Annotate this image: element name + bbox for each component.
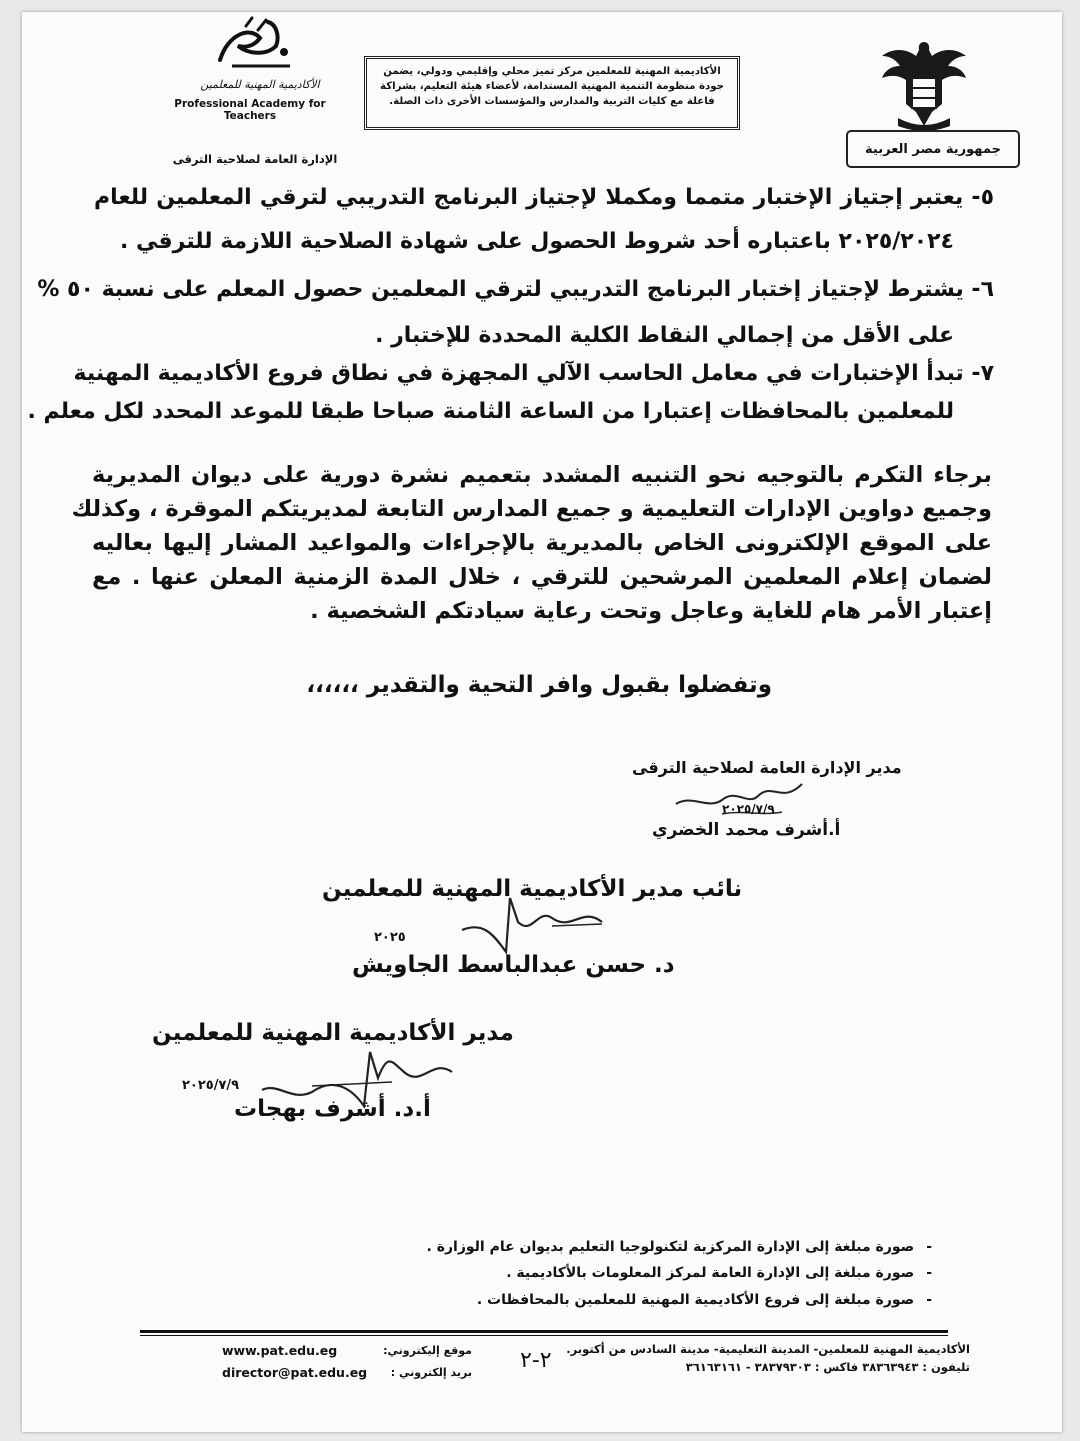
footer-rule xyxy=(140,1330,948,1333)
footer-rule-thin xyxy=(140,1335,948,1336)
cc-item-text: صورة مبلغة إلى فروع الأكاديمية المهنية للمعلمين بالمحافظات . xyxy=(476,1292,915,1308)
academy-logo-arabic: الأكاديمية المهنية للمعلمين xyxy=(200,78,320,91)
cc-item: -صورة مبلغة إلى الإدارة المركزية لتكنولوجيا التعليم بديوان عام الوزارة . xyxy=(426,1239,932,1255)
signature-1-name: أ.أشرف محمد الخضري xyxy=(652,820,841,840)
signature-3-name: أ.د. أشرف بهجات xyxy=(234,1096,431,1122)
website-link[interactable]: www.pat.edu.eg xyxy=(222,1343,338,1358)
paragraph-line: على الموقع الإلكترونى الخاص بالمديرية بالإجراءات والمواعيد المشار إليها بعاليه xyxy=(92,530,992,556)
country-label: جمهورية مصر العربية xyxy=(846,130,1020,168)
cc-item-text: صورة مبلغة إلى الإدارة العامة لمركز المعلومات بالأكاديمية . xyxy=(506,1265,915,1281)
item-7-line-1: ٧- تبدأ الإختبارات في معامل الحاسب الآلي المجهزة في نطاق فروع الأكاديمية المهنية xyxy=(73,361,994,386)
page-number: ٢-٢ xyxy=(520,1348,552,1373)
signature-1-scribble xyxy=(662,774,812,824)
item-5-line-2: ٢٠٢٥/٢٠٢٤ باعتباره أحد شروط الحصول على شهادة الصلاحية اللازمة للترقي . xyxy=(119,229,954,254)
list-item xyxy=(94,316,994,356)
signature-1-title: مدير الإدارة العامة لصلاحية الترقى xyxy=(632,758,902,777)
cc-item: -صورة مبلغة إلى الإدارة العامة لمركز المعلومات بالأكاديمية . xyxy=(506,1265,932,1281)
paragraph-line: لضمان إعلام المعلمين المرشحين للترقي ، خلال المدة الزمنية المعلن عنها . مع xyxy=(92,564,992,590)
signature-3-date: ٢٠٢٥/٧/٩ xyxy=(182,1078,240,1093)
academy-logo-mark xyxy=(158,16,342,78)
footer-address-line: الأكاديمية المهنية للمعلمين- المدينة التعليمية- مدينة السادس من أكتوبر. xyxy=(566,1342,970,1356)
egypt-eagle-emblem xyxy=(876,34,972,134)
email-link[interactable]: director@pat.edu.eg xyxy=(222,1365,368,1380)
list-item xyxy=(73,354,994,394)
signature-2-date: ٢٠٢٥ xyxy=(374,930,406,945)
footer-contacts xyxy=(222,1340,472,1384)
list-item xyxy=(37,270,994,310)
list-item xyxy=(27,392,994,432)
list-item xyxy=(94,178,994,218)
cc-item: -صورة مبلغة إلى فروع الأكاديمية المهنية للمعلمين بالمحافظات . xyxy=(476,1292,932,1308)
department-name: الإدارة العامة لصلاحية الترقى xyxy=(172,152,338,166)
email-label: بريد إلكتروني : xyxy=(390,1366,472,1379)
item-5-line-1: ٥- يعتبر إجتياز الإختبار متمما ومكملا لإجتياز البرنامج التدريبي لترقي المعلمين للعام xyxy=(94,185,994,210)
item-6-line-2: على الأقل من إجمالي النقاط الكلية المحددة للإختبار . xyxy=(375,323,954,348)
paragraph-line: إعتبار الأمر هام للغاية وعاجل وتحت رعاية سيادتكم الشخصية . xyxy=(310,598,992,624)
item-7-line-2: للمعلمين بالمحافظات إعتبارا من الساعة الثامنة صباحا طبقا للموعد المحدد لكل معلم . xyxy=(27,399,954,424)
request-paragraph xyxy=(71,458,992,628)
closing-salutation: وتفضلوا بقبول وافر التحية والتقدير ،،،،،، xyxy=(306,672,772,698)
footer-phones: تليفون : ٣٨٣٦٣٩٤٣ فاكس : ٣٨٣٧٩٣٠٣ - ٣٦١٦٣١٦١ xyxy=(685,1360,970,1374)
item-6-line-1: ٦- يشترط لإجتياز إختبار البرنامج التدريبي لترقي المعلمين حصول المعلم على نسبة ٥٠ % xyxy=(37,277,994,302)
letter-page xyxy=(22,12,1062,1432)
signature-3-title: مدير الأكاديمية المهنية للمعلمين xyxy=(152,1020,514,1046)
signature-1-date: ٢٠٢٥/٧/٩ xyxy=(722,802,775,816)
paragraph-line: برجاء التكرم بالتوجيه نحو التنبيه المشدد بتعميم نشرة دورية على ديوان المديرية xyxy=(92,462,992,488)
website-label: موقع إليكتروني: xyxy=(383,1344,472,1357)
cc-item-text: صورة مبلغة إلى الإدارة المركزية لتكنولوجيا التعليم بديوان عام الوزارة . xyxy=(426,1239,915,1255)
academy-logo-english: Professional Academy for Teachers xyxy=(174,98,326,122)
signature-2-title: نائب مدير الأكاديمية المهنية للمعلمين xyxy=(322,876,743,902)
footer-address xyxy=(566,1340,970,1376)
paragraph-line: وجميع دواوين الإدارات التعليمية و جميع المدارس التابعة لمديريتكم الموقرة ، وكذلك xyxy=(71,496,992,522)
signature-2-name: د. حسن عبدالباسط الجاويش xyxy=(352,952,675,978)
list-item xyxy=(94,222,994,262)
mission-statement: الأكاديمية المهنية للمعلمين مركز تميز محلي وإقليمي ودولي، يضمن جودة منظومة التنمية المهنية المستدامة، لأعضاء هيئة التعليم، بشراكة فاعلة مع كليات التربية والمدارس والمؤسسات الأخرى ذات الصلة. xyxy=(364,56,740,130)
